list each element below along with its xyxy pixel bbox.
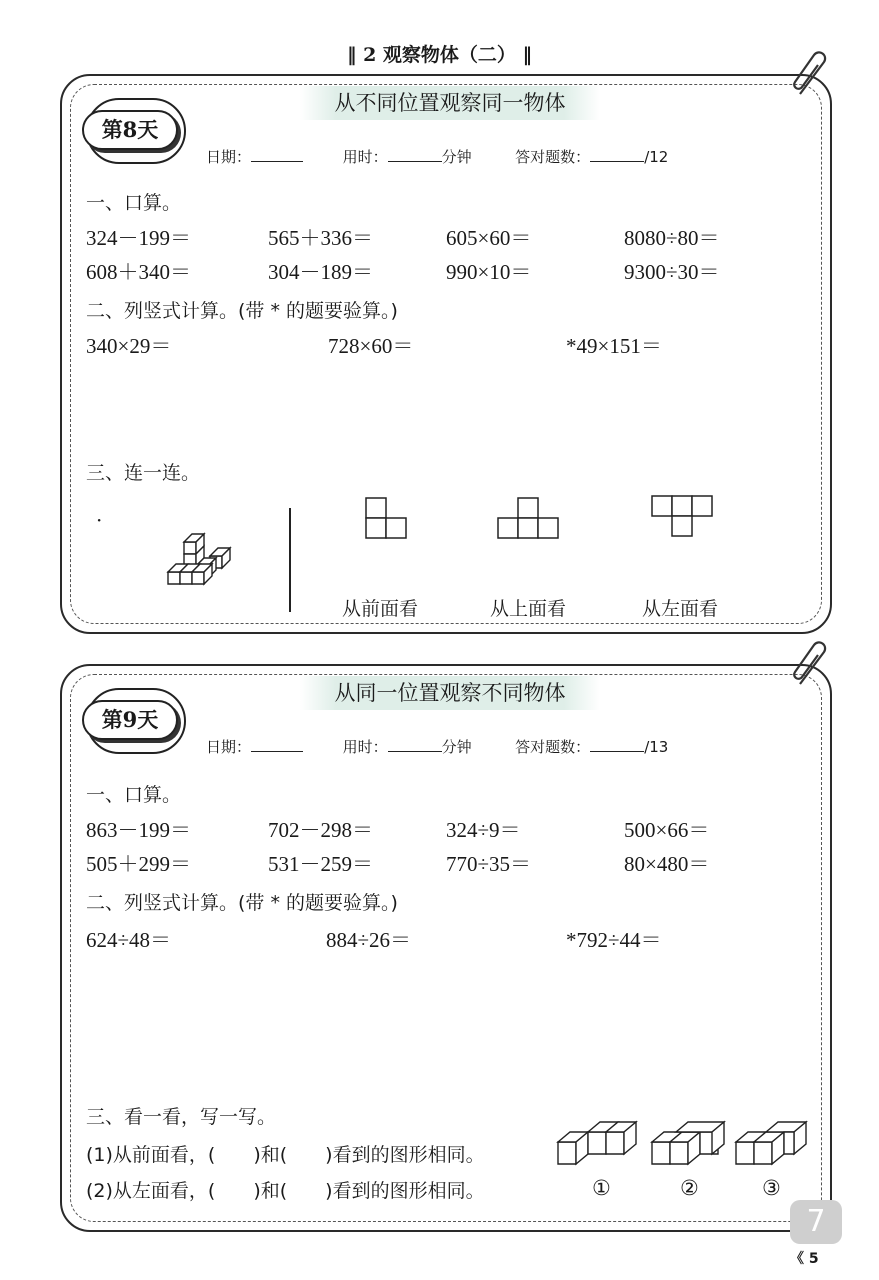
- mental-problem: 9300÷30＝: [624, 260, 720, 284]
- figure-2: [650, 1118, 726, 1170]
- mental-problem: 8080÷80＝: [624, 226, 720, 250]
- vertical-problem: *49×151＝: [566, 334, 662, 358]
- time-unit: 分钟: [441, 738, 472, 756]
- mental-problem: 500×66＝: [624, 818, 710, 842]
- view-shape-2: [496, 496, 564, 542]
- page-number: 《 5: [790, 1251, 819, 1267]
- day9-badge: [86, 688, 186, 754]
- day9-badge-label: 第9天: [82, 700, 178, 740]
- mental-problem: 304－189＝: [268, 260, 373, 284]
- mental-problem: 702－298＝: [268, 818, 373, 842]
- view-shape-1: [364, 496, 410, 542]
- figure-1: [556, 1118, 642, 1170]
- view-label-top: 从上面看: [490, 598, 567, 620]
- question-2: (2)从左面看，( )和( )看到的图形相同。: [86, 1180, 485, 1202]
- day9-title: 从同一位置观察不同物体: [300, 676, 600, 710]
- day8-section-match: 三、连一连。: [86, 462, 201, 484]
- chapter-header: ‖ 2 观察物体（二） ‖: [346, 44, 533, 66]
- time-unit: 分钟: [441, 148, 472, 166]
- cube-cluster-figure: [160, 528, 246, 600]
- time-field[interactable]: [388, 147, 442, 162]
- day8-badge-label: 第8天: [82, 110, 178, 150]
- day8-section-vertical: 二、列竖式计算。(带 * 的题要验算。): [86, 300, 398, 322]
- score-total: /12: [644, 148, 669, 166]
- figure-label-3: ③: [762, 1176, 781, 1200]
- vertical-problem: 728×60＝: [328, 334, 414, 358]
- mental-problem: 324÷9＝: [446, 818, 521, 842]
- mental-problem: 80×480＝: [624, 852, 710, 876]
- time-field[interactable]: [388, 737, 442, 752]
- question-1: (1)从前面看，( )和( )看到的图形相同。: [86, 1144, 485, 1166]
- vertical-problem: 624÷48＝: [86, 928, 172, 952]
- score-total: /13: [644, 738, 669, 756]
- vertical-problem: 884÷26＝: [326, 928, 412, 952]
- vertical-problem: *792÷44＝: [566, 928, 662, 952]
- mental-problem: 531－259＝: [268, 852, 373, 876]
- match-dot: ·: [96, 508, 103, 532]
- date-field[interactable]: [251, 737, 303, 752]
- mental-problem: 990×10＝: [446, 260, 532, 284]
- vertical-problem: 340×29＝: [86, 334, 172, 358]
- date-field[interactable]: [251, 147, 303, 162]
- divider-line: [289, 508, 291, 612]
- date-label: 日期：: [206, 148, 252, 166]
- page-badge: 7: [790, 1200, 842, 1244]
- figure-label-2: ②: [680, 1176, 699, 1200]
- score-field[interactable]: [590, 147, 644, 162]
- day8-title: 从不同位置观察同一物体: [300, 86, 600, 120]
- day9-section-look: 三、看一看，写一写。: [86, 1106, 277, 1128]
- mental-problem: 863－199＝: [86, 818, 191, 842]
- score-label: 答对题数：: [515, 738, 591, 756]
- mental-problem: 605×60＝: [446, 226, 532, 250]
- day8-badge: [86, 98, 186, 164]
- day9-meta: [206, 736, 668, 757]
- mental-problem: 505＋299＝: [86, 852, 191, 876]
- time-label: 用时：: [342, 148, 388, 166]
- view-shape-3: [650, 494, 718, 542]
- view-label-front: 从前面看: [342, 598, 419, 620]
- paperclip-icon: [790, 50, 836, 102]
- paperclip-icon: [790, 640, 836, 692]
- day8-section-mental: 一、口算。: [86, 192, 182, 214]
- score-label: 答对题数：: [515, 148, 591, 166]
- day9-section-vertical: 二、列竖式计算。(带 * 的题要验算。): [86, 892, 398, 914]
- day9-section-mental: 一、口算。: [86, 784, 182, 806]
- mental-problem: 565＋336＝: [268, 226, 373, 250]
- time-label: 用时：: [342, 738, 388, 756]
- view-label-left: 从左面看: [642, 598, 719, 620]
- figure-3: [734, 1118, 810, 1170]
- figure-label-1: ①: [592, 1176, 611, 1200]
- day8-meta: [206, 146, 668, 167]
- mental-problem: 770÷35＝: [446, 852, 532, 876]
- date-label: 日期：: [206, 738, 252, 756]
- mental-problem: 324－199＝: [86, 226, 191, 250]
- score-field[interactable]: [590, 737, 644, 752]
- mental-problem: 608＋340＝: [86, 260, 191, 284]
